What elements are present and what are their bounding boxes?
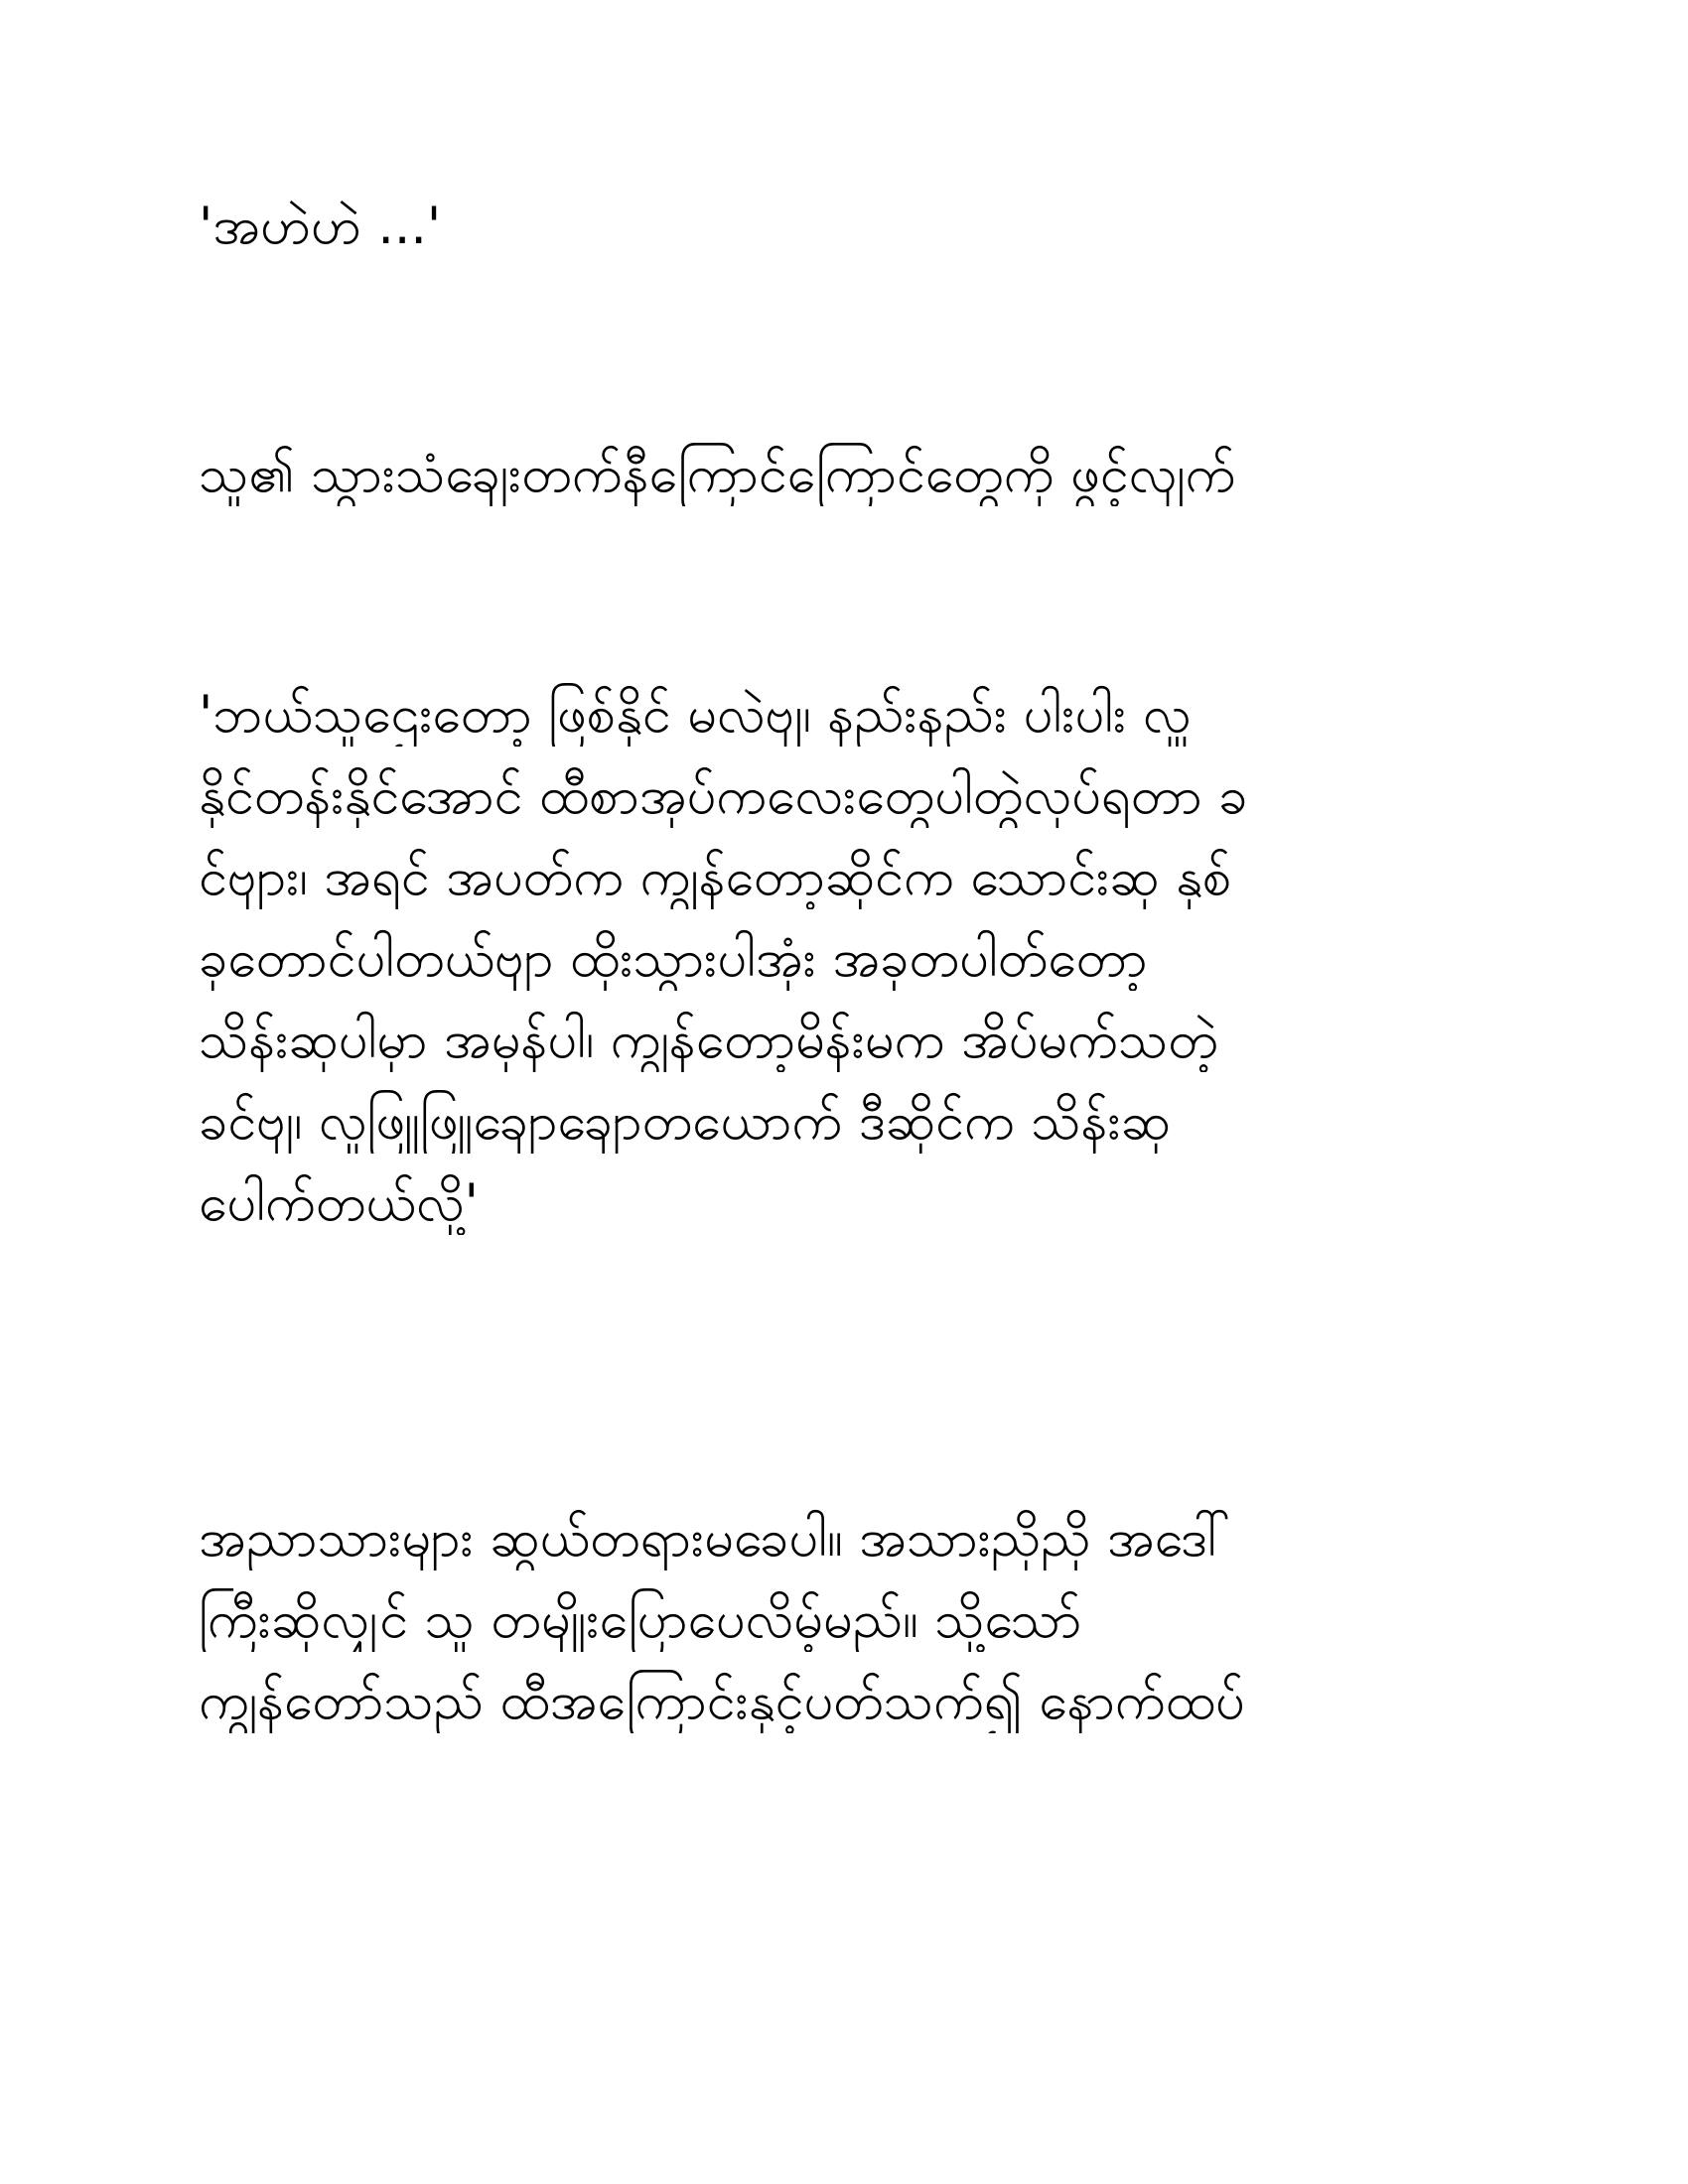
text-line: ကျွန်တော်သည် ထီအကြောင်းနှင့်ပတ်သက်၍ နောက်ထပ် (199, 1672, 1245, 1731)
text-line: အညာသားများ ဆွယ်တရားမခေပါ။ အသားညိုညို အဒေါ် (199, 1509, 1231, 1569)
text-line: 'ဘယ်သူဌေးတော့ ဖြစ်နိုင် မလဲဗျ၊ နည်းနည်း ပါးပါး လှူ (199, 685, 1192, 745)
text-line: ခင်ဗျ၊ လူဖြူဖြူချောချောတယောက် ဒီဆိုင်က သိန်းဆု (199, 1092, 1171, 1152)
text-line: သူ၏ သွားသံချေးတက်နီကြောင်ကြောင်တွေကို ဖွင့်လျက် (199, 445, 1236, 504)
text-line: သိန်းဆုပါမှာ အမှန်ပါ၊ ကျွန်တော့မိန်းမက အိပ်မက်သတဲ့ (199, 1011, 1218, 1070)
text-line: 'အဟဲဟဲ ...' (199, 197, 442, 256)
text-line: နိုင်တန်းနိုင်အောင် ထီစာအုပ်ကလေးတွေပါတွဲလုပ်ရတာ ခ (199, 766, 1248, 826)
text-line: ကြီးဆိုလျှင် သူ တမျိုးပြောပေလိမ့်မည်။ သို့သော် (199, 1590, 1082, 1650)
text-line: ပေါက်တယ်လို့' (199, 1173, 479, 1233)
text-line: ခုတောင်ပါတယ်ဗျာ ထိုးသွားပါအုံး အခုတပါတ်တော့ (199, 929, 1148, 989)
text-line: င်ဗျား၊ အရင် အပတ်က ကျွန်တော့ဆိုင်က သောင်းဆု နှစ် (199, 848, 1232, 907)
